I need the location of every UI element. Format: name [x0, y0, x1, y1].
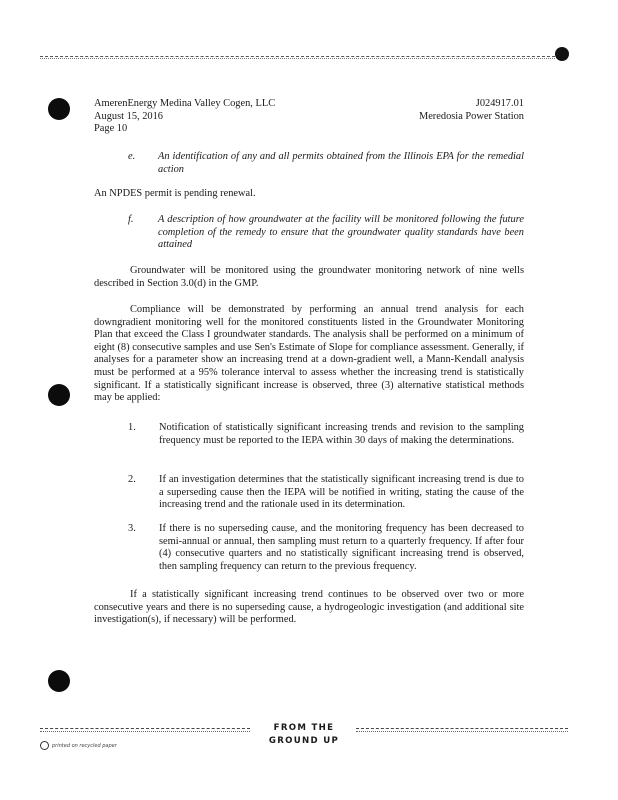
recycle-note: printed on recycled paper [52, 743, 117, 749]
footer-rule [356, 728, 568, 729]
list-item-e [128, 151, 524, 176]
paragraph-npdes [94, 188, 524, 201]
punch-hole-icon [48, 98, 70, 120]
numbered-item [128, 422, 524, 447]
document-id: J024917.01 [475, 98, 524, 109]
top-rule [40, 56, 555, 57]
item-text: If there is no superseding cause, and the monitoring frequency has been decreased to semi-annual or annual, then sampling must return to a quarterly frequency. If after four (4) consecutive quarters and no statistically significant increasing trend is observed, then sampling frequency can return to the previous frequency. [159, 523, 524, 572]
company-name: AmerenEnergy Medina Valley Cogen, LLC [94, 98, 276, 109]
footer-rule-dotted [40, 731, 250, 732]
logo-icon [555, 47, 569, 61]
report-date: August 15, 2016 [94, 110, 163, 122]
item-label: e. [128, 151, 136, 162]
item-label: 3. [128, 523, 136, 534]
item-text: If an investigation determines that the statistically significant increasing trend is due to a superseding cause then the IEPA will be notified in writing, stating the cause of the increasing trend and the rationale used in its determination. [159, 474, 524, 511]
paragraph-text: Compliance will be demonstrated by performing an annual trend analysis for each downgradient monitoring well for the monitored constituents listed in the Groundwater Monitoring Plan that exceed the Class I groundwater standards. The analysis shall be performed on a minimum of eight (8) consecutive samples and use Sen's Estimate of Slope for compliance assessment. Generally, if analyses for a parameter show an increasing trend at a down-gradient well, a Mann-Kendall analysis must be performed at a 95% tolerance interval to assess whether the increasing trend is statistically significant. If a statistically significant increase is observed, three (3) alternative statistical methods may be applied: [94, 304, 524, 404]
numbered-item [128, 474, 524, 512]
page-number: Page 10 [94, 123, 128, 135]
punch-hole-icon [48, 384, 70, 406]
paragraph-final [94, 589, 524, 627]
item-text: Notification of statistically significant increasing trends and revision to the sampling frequency must be reported to the IEPA within 30 days of making the determinations. [159, 422, 524, 446]
item-text: An identification of any and all permits obtained from the Illinois EPA for the remedial action [158, 151, 524, 175]
paragraph-text: If a statistically significant increasing trend continues to be observed over two or more consecutive years and there is no superseding cause, a hydrogeologic investigation (and additional site investigation(s), if necessary) will be performed. [94, 589, 524, 626]
numbered-item [128, 523, 524, 573]
item-label: f. [128, 214, 134, 225]
item-label: 1. [128, 422, 136, 433]
top-rule-dotted [40, 58, 555, 59]
footer-rule [40, 728, 250, 729]
station-name: Meredosia Power Station [418, 110, 524, 122]
header-right [419, 98, 524, 123]
paragraph-text: Groundwater will be monitored using the groundwater monitoring network of nine wells described in Section 3.0(d) in the GMP. [94, 265, 524, 289]
item-text: A description of how groundwater at the facility will be monitored following the future completion of the remedy to ensure that the groundwater quality standards have been attained [158, 214, 524, 251]
paragraph-groundwater [94, 265, 524, 290]
footer-tagline: FROM THE GROUND UP [268, 723, 340, 746]
paragraph-compliance [94, 304, 524, 405]
item-label: 2. [128, 474, 136, 485]
footer-rule-dotted [356, 731, 568, 732]
recycle-icon [40, 741, 49, 750]
list-item-f [128, 214, 524, 252]
punch-hole-icon [48, 670, 70, 692]
header-left [94, 98, 275, 136]
paragraph-text: An NPDES permit is pending renewal. [94, 188, 256, 199]
